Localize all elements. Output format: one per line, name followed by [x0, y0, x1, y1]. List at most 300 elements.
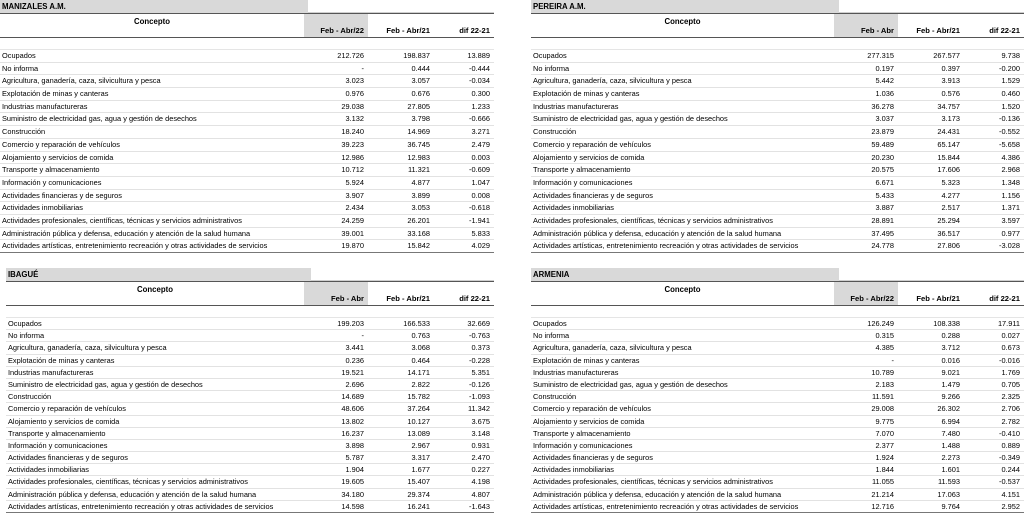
- city-name: PEREIRA A.M.: [531, 0, 839, 13]
- table-row: [531, 126, 1024, 139]
- value-previous: 17.606: [937, 165, 960, 175]
- row-label: Actividades inmobiliarias: [533, 465, 614, 475]
- table-row: [531, 88, 1024, 101]
- row-label: Explotación de minas y canteras: [533, 89, 640, 99]
- value-previous: 0.288: [941, 331, 960, 341]
- table-row: [0, 215, 494, 228]
- value-difference: -0.200: [999, 63, 1020, 73]
- value-previous: 11.593: [937, 477, 960, 487]
- header-spacer: [531, 38, 1024, 50]
- value-difference: 0.673: [1001, 343, 1020, 353]
- table-row: [531, 416, 1024, 428]
- table-row: [531, 428, 1024, 440]
- row-label: Suministro de electricidad gas, agua y gestión de desechos: [533, 114, 728, 124]
- table-row: [531, 75, 1024, 88]
- value-previous: 0.763: [411, 331, 430, 341]
- table-row: [531, 452, 1024, 464]
- row-label: Administración pública y defensa, educación y atención de la salud humana: [533, 228, 782, 238]
- value-difference: 3.148: [471, 428, 490, 438]
- value-previous: 0.676: [411, 89, 430, 99]
- value-difference: -0.228: [469, 355, 490, 365]
- value-difference: -0.444: [469, 63, 490, 73]
- value-current: 12.986: [341, 152, 364, 162]
- value-current: 2.377: [875, 440, 894, 450]
- value-current: 2.183: [875, 379, 894, 389]
- row-label: Actividades artísticas, entretenimiento recreación y otras actividades de servicios: [2, 241, 268, 251]
- value-current: 3.898: [345, 440, 364, 450]
- row-label: Alojamiento y servicios de comida: [533, 152, 645, 162]
- value-difference: 1.769: [1001, 367, 1020, 377]
- row-label: Actividades inmobiliarias: [2, 203, 83, 213]
- value-difference: 2.968: [1001, 165, 1020, 175]
- table-row: [531, 489, 1024, 501]
- row-label: Transporte y almacenamiento: [533, 428, 631, 438]
- value-previous: 9.764: [941, 501, 960, 511]
- table-row: [531, 63, 1024, 76]
- column-header-current: Feb - Abr/22: [834, 282, 898, 305]
- value-previous: 36.745: [407, 139, 430, 149]
- value-current: 212.726: [337, 51, 364, 60]
- table-header: [531, 281, 1024, 306]
- row-label: Transporte y almacenamiento: [533, 165, 631, 175]
- value-previous: 17.063: [937, 489, 960, 499]
- row-label: Actividades profesionales, científicas, técnicas y servicios administrativos: [2, 215, 242, 225]
- value-difference: -3.028: [999, 241, 1020, 251]
- value-previous: 0.576: [941, 89, 960, 99]
- row-label: Información y comunicaciones: [8, 440, 108, 450]
- value-current: 10.789: [871, 367, 894, 377]
- city-title-bar: [0, 0, 494, 13]
- row-label: Alojamiento y servicios de comida: [8, 416, 120, 426]
- value-previous: 9.266: [941, 392, 960, 402]
- value-difference: 4.807: [471, 489, 490, 499]
- value-current: 126.249: [867, 319, 894, 328]
- value-difference: -1.093: [469, 392, 490, 402]
- row-label: Suministro de electricidad gas, agua y gestión de desechos: [2, 114, 197, 124]
- value-current: 12.716: [871, 501, 894, 511]
- value-previous: 3.068: [411, 343, 430, 353]
- value-previous: 2.517: [941, 203, 960, 213]
- value-previous: 0.444: [411, 63, 430, 73]
- table-row: [6, 355, 494, 367]
- panel-ibague: [6, 268, 494, 513]
- value-current: 3.023: [345, 76, 364, 86]
- row-label: Comercio y reparación de vehículos: [2, 139, 120, 149]
- value-difference: 0.373: [471, 343, 490, 353]
- value-current: -: [891, 355, 894, 365]
- table-row: [0, 139, 494, 152]
- value-current: 16.237: [341, 428, 364, 438]
- row-label: Actividades financieras y de seguros: [8, 453, 128, 463]
- column-header-previous: Feb - Abr/21: [386, 294, 430, 303]
- value-previous: 5.323: [941, 177, 960, 187]
- value-previous: 27.806: [937, 241, 960, 251]
- value-difference: 3.271: [471, 127, 490, 137]
- value-current: 9.775: [875, 416, 894, 426]
- title-underline: [839, 268, 1024, 281]
- value-difference: 4.151: [1001, 489, 1020, 499]
- row-label: Agricultura, ganadería, caza, silvicultura y pesca: [533, 343, 692, 353]
- value-current: 29.008: [871, 404, 894, 414]
- value-difference: -0.016: [999, 355, 1020, 365]
- value-difference: 0.300: [471, 89, 490, 99]
- value-difference: -0.349: [999, 453, 1020, 463]
- row-label: Actividades artísticas, entretenimiento recreación y otras actividades de servicios: [533, 241, 799, 251]
- column-header-difference: dif 22-21: [989, 294, 1020, 303]
- row-label: Transporte y almacenamiento: [8, 428, 106, 438]
- city-title-bar: [531, 268, 1024, 281]
- value-current: 37.495: [871, 228, 894, 238]
- table-row: [531, 464, 1024, 476]
- value-previous: 34.757: [937, 101, 960, 111]
- value-previous: 9.021: [941, 367, 960, 377]
- value-current: 20.575: [871, 165, 894, 175]
- row-label: No informa: [533, 331, 570, 341]
- row-label: No informa: [8, 331, 45, 341]
- value-difference: 1.156: [1001, 190, 1020, 200]
- value-current: 0.236: [345, 355, 364, 365]
- value-current: 11.055: [871, 477, 894, 487]
- value-current: 6.671: [875, 177, 894, 187]
- column-header-previous: Feb - Abr/21: [916, 26, 960, 35]
- table-row: [0, 113, 494, 126]
- value-previous: 3.899: [411, 190, 430, 200]
- value-difference: -0.763: [469, 331, 490, 341]
- value-previous: 37.264: [407, 404, 430, 414]
- concepto-header: Concepto: [134, 17, 170, 26]
- row-label: Ocupados: [533, 319, 567, 328]
- row-label: Actividades inmobiliarias: [533, 203, 614, 213]
- row-label: Explotación de minas y canteras: [533, 355, 640, 365]
- row-label: Alojamiento y servicios de comida: [2, 152, 114, 162]
- value-previous: 4.877: [411, 177, 430, 187]
- value-current: 3.441: [345, 343, 364, 353]
- table-row: [531, 215, 1024, 228]
- value-difference: -1.941: [469, 215, 490, 225]
- row-label: Actividades profesionales, científicas, técnicas y servicios administrativos: [533, 477, 773, 487]
- value-difference: 4.198: [471, 477, 490, 487]
- value-difference: 1.348: [1001, 177, 1020, 187]
- value-current: 2.696: [345, 379, 364, 389]
- column-header-previous: Feb - Abr/21: [916, 294, 960, 303]
- table-row: [6, 318, 494, 330]
- value-previous: 3.798: [411, 114, 430, 124]
- row-label: Construcción: [2, 127, 46, 137]
- row-label: Información y comunicaciones: [533, 440, 633, 450]
- value-difference: -0.609: [469, 165, 490, 175]
- table-row: [531, 190, 1024, 203]
- value-difference: 5.833: [471, 228, 490, 238]
- column-header-current: Feb - Abr: [304, 282, 368, 305]
- value-previous: 166.533: [403, 319, 430, 328]
- table-row: [0, 202, 494, 215]
- value-current: 19.870: [341, 241, 364, 251]
- value-previous: 0.397: [941, 63, 960, 73]
- column-header-difference: dif 22-21: [989, 26, 1020, 35]
- value-previous: 16.241: [407, 501, 430, 511]
- value-difference: -1.643: [469, 501, 490, 511]
- value-current: 19.521: [341, 367, 364, 377]
- table-header: [0, 13, 494, 38]
- table-row: [6, 476, 494, 488]
- table-row: [6, 501, 494, 513]
- value-previous: 2.273: [941, 453, 960, 463]
- row-label: Comercio y reparación de vehículos: [533, 404, 651, 414]
- value-difference: 0.460: [1001, 89, 1020, 99]
- value-previous: 14.969: [407, 127, 430, 137]
- header-spacer: [6, 306, 494, 318]
- value-current: 39.001: [341, 228, 364, 238]
- value-difference: 0.227: [471, 465, 490, 475]
- table-row: [0, 190, 494, 203]
- column-header-difference: dif 22-21: [459, 26, 490, 35]
- value-current: 1.904: [345, 465, 364, 475]
- title-underline: [839, 0, 1024, 13]
- value-difference: 0.977: [1001, 228, 1020, 238]
- table-row: [531, 391, 1024, 403]
- city-name: ARMENIA: [531, 268, 839, 281]
- value-previous: 33.168: [407, 228, 430, 238]
- value-difference: 3.597: [1001, 215, 1020, 225]
- row-label: Administración pública y defensa, educación y atención de la salud humana: [8, 489, 257, 499]
- city-title-bar: [531, 0, 1024, 13]
- row-label: Transporte y almacenamiento: [2, 165, 100, 175]
- value-current: 34.180: [341, 489, 364, 499]
- table-row: [531, 318, 1024, 330]
- value-previous: 4.277: [941, 190, 960, 200]
- row-label: Explotación de minas y canteras: [2, 89, 109, 99]
- row-label: Actividades profesionales, científicas, técnicas y servicios administrativos: [533, 215, 773, 225]
- row-label: Comercio y reparación de vehículos: [8, 404, 126, 414]
- header-spacer: [0, 38, 494, 50]
- table-row: [531, 50, 1024, 63]
- value-current: 24.778: [871, 241, 894, 251]
- row-label: Ocupados: [8, 319, 42, 328]
- value-difference: 2.782: [1001, 416, 1020, 426]
- value-previous: 1.479: [941, 379, 960, 389]
- value-previous: 25.294: [937, 215, 960, 225]
- value-current: 21.214: [871, 489, 894, 499]
- table-row: [531, 101, 1024, 114]
- table-row: [0, 240, 494, 253]
- value-current: 36.278: [871, 101, 894, 111]
- value-difference: 2.479: [471, 139, 490, 149]
- value-current: 4.385: [875, 343, 894, 353]
- row-label: Comercio y reparación de vehículos: [533, 139, 651, 149]
- row-label: Información y comunicaciones: [533, 177, 633, 187]
- table-row: [6, 428, 494, 440]
- table-row: [531, 355, 1024, 367]
- value-difference: 17.911: [997, 319, 1020, 328]
- value-previous: 2.822: [411, 379, 430, 389]
- row-label: Ocupados: [533, 51, 567, 60]
- row-label: Construcción: [533, 392, 577, 402]
- value-current: 10.712: [341, 165, 364, 175]
- row-label: Actividades financieras y de seguros: [2, 190, 122, 200]
- table-row: [531, 177, 1024, 190]
- value-current: 277.315: [867, 51, 894, 60]
- value-current: 39.223: [341, 139, 364, 149]
- value-difference: 1.371: [1001, 203, 1020, 213]
- table-row: [6, 330, 494, 342]
- header-spacer: [531, 306, 1024, 318]
- value-previous: 36.517: [937, 228, 960, 238]
- value-previous: 1.677: [411, 465, 430, 475]
- value-previous: 14.171: [407, 367, 430, 377]
- row-label: Industrias manufactureras: [8, 367, 94, 377]
- table-row: [6, 391, 494, 403]
- value-previous: 198.837: [403, 51, 430, 60]
- value-current: 48.606: [341, 404, 364, 414]
- value-difference: 0.705: [1001, 379, 1020, 389]
- value-previous: 29.374: [407, 489, 430, 499]
- value-previous: 26.302: [937, 404, 960, 414]
- value-difference: 0.008: [471, 190, 490, 200]
- table-row: [0, 164, 494, 177]
- table-row: [6, 367, 494, 379]
- value-previous: 267.577: [933, 51, 960, 60]
- value-current: 3.887: [875, 203, 894, 213]
- value-previous: 15.844: [937, 152, 960, 162]
- value-current: 0.976: [345, 89, 364, 99]
- value-current: 20.230: [871, 152, 894, 162]
- value-difference: 5.351: [471, 367, 490, 377]
- row-label: Administración pública y defensa, educación y atención de la salud humana: [2, 228, 251, 238]
- value-previous: 12.983: [407, 152, 430, 162]
- row-label: Actividades inmobiliarias: [8, 465, 89, 475]
- row-label: Ocupados: [2, 51, 36, 60]
- value-difference: -0.666: [469, 114, 490, 124]
- row-label: Agricultura, ganadería, caza, silvicultura y pesca: [533, 76, 692, 86]
- value-previous: 15.842: [407, 241, 430, 251]
- table-row: [0, 126, 494, 139]
- value-previous: 10.127: [407, 416, 430, 426]
- value-difference: 4.386: [1001, 152, 1020, 162]
- value-current: 2.434: [345, 203, 364, 213]
- concepto-header: Concepto: [664, 285, 701, 294]
- value-current: 0.197: [875, 63, 894, 73]
- value-previous: 2.967: [411, 440, 430, 450]
- city-name: MANIZALES A.M.: [0, 0, 308, 13]
- row-label: Construcción: [8, 392, 52, 402]
- value-difference: 3.675: [471, 416, 490, 426]
- table-row: [531, 164, 1024, 177]
- value-current: 14.689: [341, 392, 364, 402]
- value-difference: 2.706: [1001, 404, 1020, 414]
- value-current: 3.907: [345, 190, 364, 200]
- table-row: [0, 177, 494, 190]
- value-difference: 11.342: [467, 404, 490, 414]
- value-current: 18.240: [341, 127, 364, 137]
- table-row: [6, 416, 494, 428]
- value-difference: 32.669: [467, 319, 490, 328]
- row-label: No informa: [533, 63, 570, 73]
- row-label: Alojamiento y servicios de comida: [533, 416, 645, 426]
- value-previous: 65.147: [937, 139, 960, 149]
- value-current: 0.315: [875, 331, 894, 341]
- row-label: Actividades financieras y de seguros: [533, 190, 653, 200]
- value-current: 5.787: [345, 453, 364, 463]
- row-label: Industrias manufactureras: [533, 367, 619, 377]
- value-difference: -0.034: [469, 76, 490, 86]
- value-previous: 3.057: [411, 76, 430, 86]
- value-difference: 2.952: [1001, 501, 1020, 511]
- value-current: 5.924: [345, 177, 364, 187]
- row-label: Explotación de minas y canteras: [8, 355, 115, 365]
- value-previous: 6.994: [941, 416, 960, 426]
- value-previous: 0.016: [941, 355, 960, 365]
- value-current: 1.036: [875, 89, 894, 99]
- value-current: 5.442: [875, 76, 894, 86]
- value-previous: 3.173: [941, 114, 960, 124]
- value-current: 3.037: [875, 114, 894, 124]
- table-row: [531, 152, 1024, 165]
- value-previous: 108.338: [933, 319, 960, 328]
- value-difference: -0.136: [999, 114, 1020, 124]
- value-current: 1.844: [875, 465, 894, 475]
- table-row: [531, 240, 1024, 253]
- concepto-header: Concepto: [137, 285, 173, 294]
- table-row: [531, 330, 1024, 342]
- panel-pereira: [531, 0, 1024, 253]
- row-label: No informa: [2, 63, 39, 73]
- column-header-previous: Feb - Abr/21: [386, 26, 430, 35]
- table-row: [6, 440, 494, 452]
- concepto-header: Concepto: [664, 17, 701, 26]
- column-header-current: Feb - Abr: [834, 14, 898, 37]
- value-previous: 11.321: [407, 165, 430, 175]
- value-current: -: [361, 331, 364, 341]
- table-row: [0, 88, 494, 101]
- table-row: [6, 464, 494, 476]
- value-previous: 13.089: [407, 428, 430, 438]
- title-underline: [311, 268, 494, 281]
- value-previous: 24.431: [937, 127, 960, 137]
- value-previous: 3.317: [411, 453, 430, 463]
- value-difference: 0.931: [471, 440, 490, 450]
- table-row: [531, 367, 1024, 379]
- row-label: Industrias manufactureras: [533, 101, 619, 111]
- value-difference: 0.027: [1001, 331, 1020, 341]
- value-current: 13.802: [341, 416, 364, 426]
- value-difference: 4.029: [471, 241, 490, 251]
- value-difference: 0.889: [1001, 440, 1020, 450]
- value-previous: 7.480: [941, 428, 960, 438]
- row-label: Actividades artísticas, entretenimiento recreación y otras actividades de servicios: [8, 501, 274, 511]
- value-current: 5.433: [875, 190, 894, 200]
- value-current: 28.891: [871, 215, 894, 225]
- value-difference: -0.618: [469, 203, 490, 213]
- value-previous: 3.053: [411, 203, 430, 213]
- value-difference: 9.738: [1001, 51, 1020, 60]
- value-difference: 1.520: [1001, 101, 1020, 111]
- title-underline: [308, 0, 494, 13]
- value-current: 11.591: [871, 392, 894, 402]
- value-current: 7.070: [875, 428, 894, 438]
- row-label: Actividades artísticas, entretenimiento recreación y otras actividades de servicios: [533, 501, 799, 511]
- table-row: [531, 440, 1024, 452]
- row-label: Actividades financieras y de seguros: [533, 453, 653, 463]
- column-header-difference: dif 22-21: [459, 294, 490, 303]
- value-current: 23.879: [871, 127, 894, 137]
- city-name: IBAGUÉ: [6, 268, 311, 281]
- row-label: Agricultura, ganadería, caza, silvicultura y pesca: [2, 76, 161, 86]
- value-difference: 2.325: [1001, 392, 1020, 402]
- table-row: [531, 342, 1024, 354]
- value-current: 1.924: [875, 453, 894, 463]
- value-previous: 1.488: [941, 440, 960, 450]
- column-header-current: Feb - Abr/22: [304, 14, 368, 37]
